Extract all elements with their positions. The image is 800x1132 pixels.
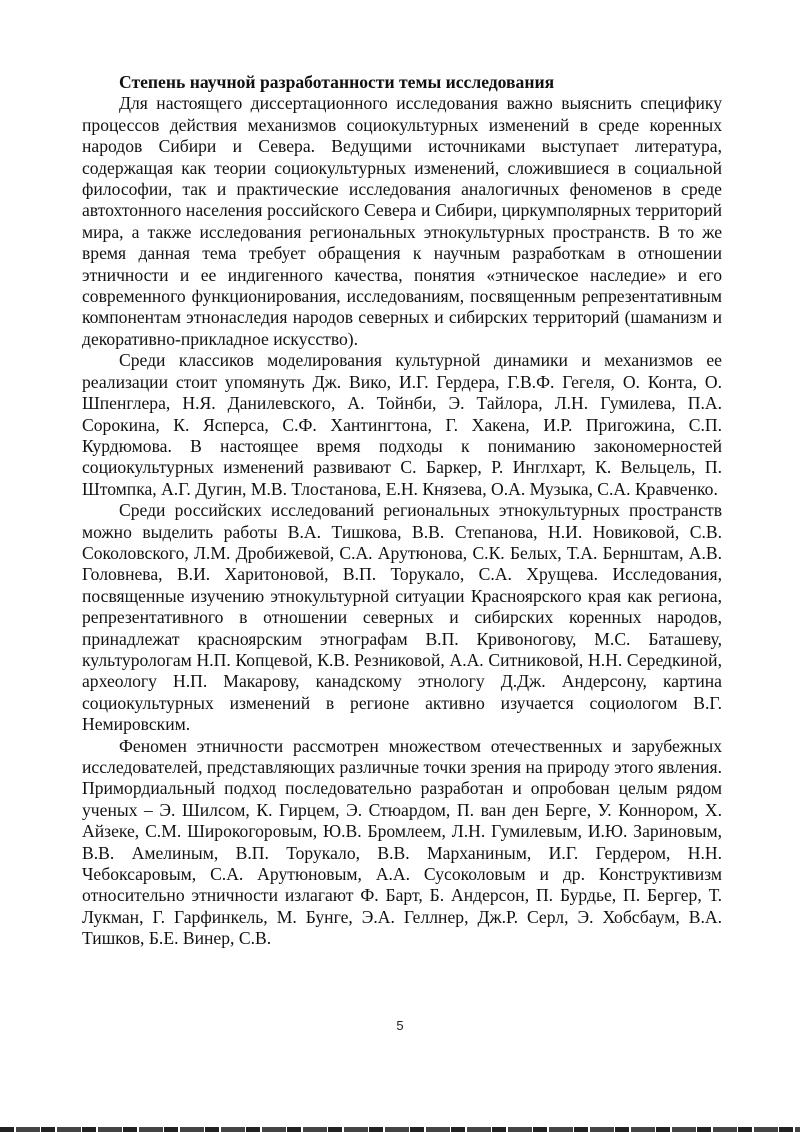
scan-edge-divider	[0, 1127, 800, 1132]
paragraph-1: Для настоящего диссертационного исследования важно выяснить специфику процессов действия механизмов социокультурных изменений в среде коренных народов Сибири и Севера. Ведущими источниками выступает литература, содержащая как теории социокультурных изменений, сложившиеся в социальной философии, так и практические исследования аналогичных феноменов в среде автохтонного населения российского Севера и Сибири, циркумполярных территорий мира, а также исследования региональных этнокультурных пространств. В то же время данная тема требует обращения к научным разработкам в отношении этничности и ее индигенного качества, понятия «этническое наследие» и его современного функционирования, исследованиям, посвященным репрезентативным компонентам этнонаследия народов северных и сибирских территорий (шаманизм и декоративно-прикладное искусство).	[82, 93, 722, 349]
paragraph-4: Феномен этничности рассмотрен множеством отечественных и зарубежных исследователей, представляющих различные точки зрения на природу этого явления. Примордиальный подход последовательно разработан и опробован целым рядом ученых – Э. Шилсом, К. Гирцем, Э. Стюардом, П. ван ден Берге, У. Коннором, Х. Айзеке, С.М. Широкогоровым, Ю.В. Бромлеем, Л.Н. Гумилевым, И.Ю. Зариновым, В.В. Амелиным, В.П. Торукало, В.В. Марханиным, И.Г. Гердером, Н.Н. Чебоксаровым, С.А. Арутюновым, А.А. Сусоколовым и др. Конструктивизм относительно этничности излагают Ф. Барт, Б. Андерсон, П. Бурдье, П. Бергер, Т. Лукман, Г. Гарфинкель, М. Бунге, Э.А. Геллнер, Дж.Р. Серл, Э. Хобсбаум, В.А. Тишков, Б.Е. Винер, С.В.	[82, 735, 722, 949]
paragraph-2: Среди классиков моделирования культурной динамики и механизмов ее реализации стоит упомянуть Дж. Вико, И.Г. Гердера, Г.В.Ф. Гегеля, О. Конта, О. Шпенглера, Н.Я. Данилевского, А. Тойнби, Э. Тайлора, Л.Н. Гумилева, П.А. Сорокина, К. Ясперса, С.Ф. Хантингтона, Г. Хакена, И.Р. Пригожина, С.П. Курдюмова. В настоящее время подходы к пониманию закономерностей социокультурных изменений развивают С. Баркер, Р. Инглхарт, К. Вельцель, П. Штомпка, А.Г. Дугин, М.В. Тлостанова, Е.Н. Князева, О.А. Музыка, С.А. Кравченко.	[82, 350, 722, 499]
text-body	[82, 72, 722, 950]
page-number: 5	[396, 1018, 404, 1033]
section-heading: Степень научной разработанности темы исследования	[119, 72, 555, 92]
paragraph-3: Среди российских исследований региональных этнокультурных пространств можно выделить работы В.А. Тишкова, В.В. Степанова, Н.И. Новиковой, С.В. Соколовского, Л.М. Дробижевой, С.А. Арутюнова, С.К. Белых, Т.А. Бернштам, А.В. Головнева, В.И. Харитоновой, В.П. Торукало, С.А. Хрущева. Исследования, посвященные изучению этнокультурной ситуации Красноярского края как региона, репрезентативного в отношении северных и сибирских коренных народов, принадлежат красноярским этнографам В.П. Кривоногову, М.С. Баташеву, культурологам Н.П. Копцевой, К.В. Резниковой, А.А. Ситниковой, Н.Н. Середкиной, археологу Н.П. Макарову, канадскому этнологу Д.Дж. Андерсону, картина социокультурных изменений в регионе активно изучается социологом В.Г. Немировским.	[82, 500, 722, 735]
